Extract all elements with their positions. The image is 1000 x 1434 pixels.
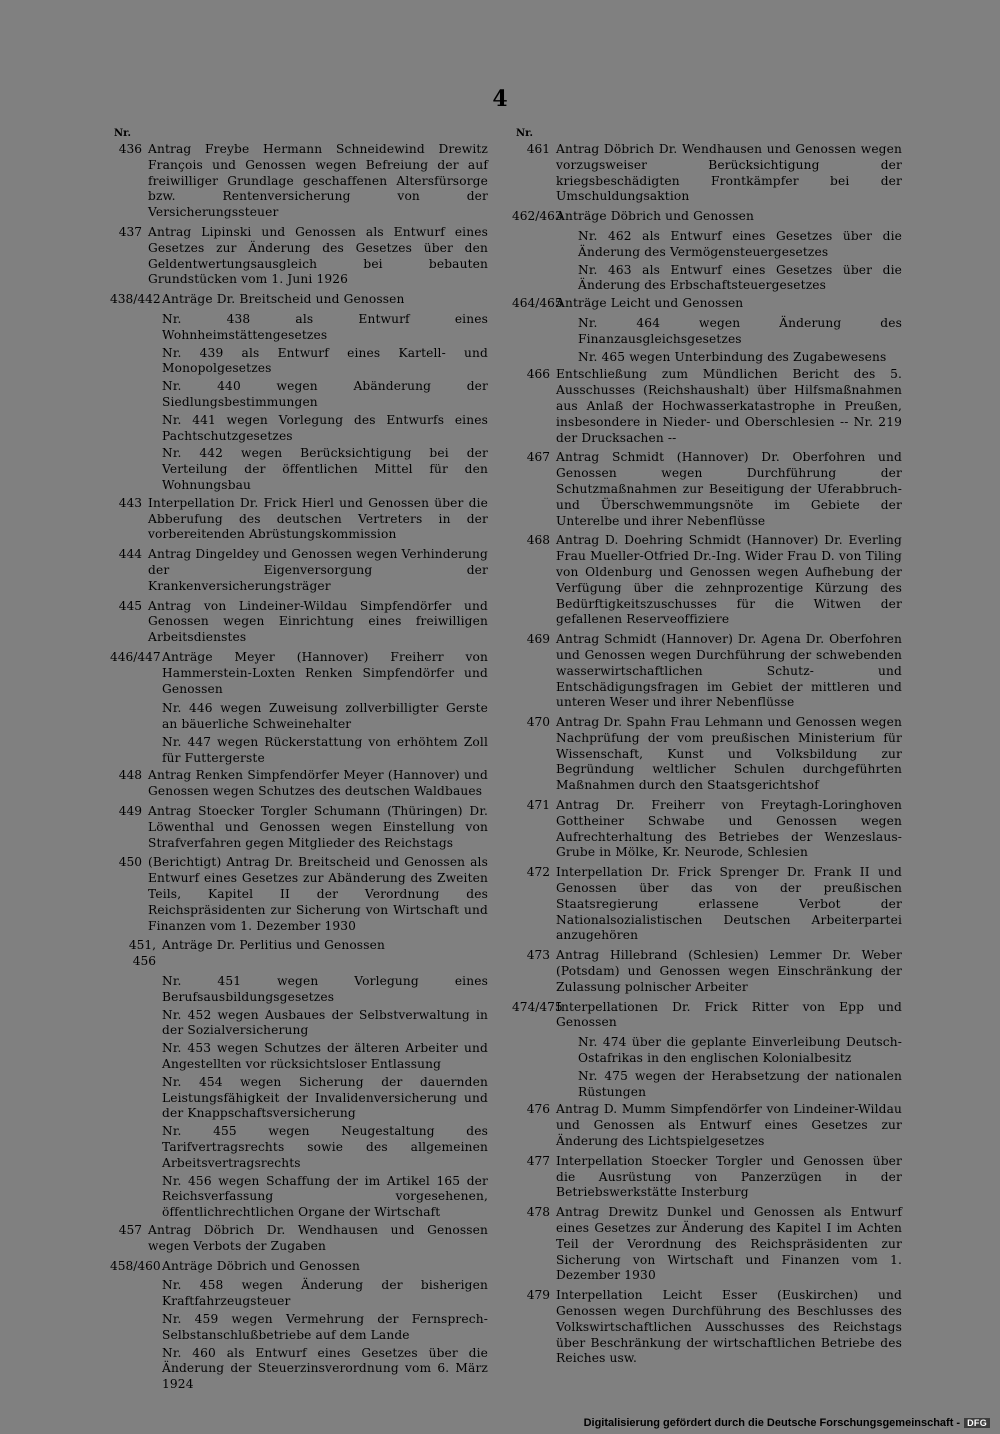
entry-number: 471 [526,798,550,813]
entry-474-475 [512,1000,902,1032]
entry-450 [110,855,488,934]
entry-number: 443 [118,495,142,510]
entry-text: Antrag Döbrich Dr. Wendhausen und Genossen wegen vorzugsweiser Berücksichtigung der kriegsbeschädigten Frontkämpfer bei der Umschuldungsaktion [556,142,902,204]
entry-text: Anträge Dr. Perlitius und Genossen [162,938,385,953]
entry-number: 436 [118,142,142,156]
entry-text: Antrag Dr. Freiherr von Freytagh-Loringhoven Gottheiner Schwabe und Genossen wegen Aufrechterhaltung des Betriebes der Wenzeslaus-Grube in Mölke, Kr. Neurode, Schlesien [556,798,902,860]
entry-number: 474/475 [512,999,563,1014]
entry-448 [110,768,488,800]
entry-text: Antrag D. Mumm Simpfendörfer von Lindeiner-Wildau und Genossen als Entwurf eines Gesetzes zur Änderung des Lichtspielgesetzes [556,1102,902,1149]
entry-438-442 [110,292,488,308]
footer-credit: Digitalisierung gefördert durch die Deutsche Forschungsgemeinschaft - [583,1417,961,1429]
entry-468 [512,533,902,628]
left-column [110,128,488,1395]
entry-text: Antrag Dingeldey und Genossen wegen Verhinderung der Eigenversorgung der Krankenversicherungsträger [148,547,488,593]
entry-458-460 [110,1259,488,1275]
sub-entry: Nr. 458 wegen Änderung der bisherigen Kraftfahrzeugsteuer [162,1278,488,1309]
entry-number: 472 [526,865,550,880]
entry-479 [512,1288,902,1367]
sub-entry: Nr. 463 als Entwurf eines Gesetzes über die Änderung des Erbschaftsteuergesetzes [578,262,902,293]
sub-entry: Nr. 460 als Entwurf eines Gesetzes über die Änderung der Steuerzinsverordnung vom 6. März 1924 [162,1345,488,1392]
sub-entry: Nr. 462 als Entwurf eines Gesetzes über die Änderung des Vermögensteuergesetzes [578,228,902,259]
entry-470 [512,715,902,794]
entry-457 [110,1223,488,1255]
entry-text: Antrag Drewitz Dunkel und Genossen als Entwurf eines Gesetzes zur Änderung des Kapitel I im Achten Teil der Verordnung des Reichspräsidenten zur Sicherung von Wirtschaft und Finanzen vom 1. Dezember 1930 [556,1205,902,1283]
entry-number: 438/442 [110,292,161,307]
entry-number: 470 [526,715,550,730]
sub-entry: Nr. 447 wegen Rückerstattung von erhöhtem Zoll für Futtergerste [162,734,488,765]
sub-entry: Nr. 451 wegen Vorlegung eines Berufsausbildungsgesetzes [162,974,488,1004]
sub-entry: Nr. 475 wegen der Herabsetzung der nationalen Rüstungen [578,1068,902,1099]
entry-text: Interpellationen Dr. Frick Ritter von Epp und Genossen [556,999,902,1030]
column-header: Nr. [516,128,533,139]
entry-469 [512,632,902,711]
sub-entry: Nr. 455 wegen Neugestaltung des Tarifvertragsrechts sowie des allgemeinen Arbeitsvertragsrechts [162,1124,488,1170]
entry-text: Interpellation Dr. Frick Hierl und Genossen über die Abberufung des deutschen Vertreters in der vorbereitenden Abrüstungskommission [148,495,488,542]
entry-text: Antrag Schmidt (Hannover) Dr. Oberfohren und Genossen wegen Durchführung der Schutzmaßnahmen zur Beseitigung der Uferabbruch- und Überschwemmungsnöte im Gebiete der Unterelbe und ihrer Nebenflüsse [556,450,902,528]
page-number: 4 [492,86,508,112]
dfg-logo: DFG [964,1418,990,1428]
entry-text: Interpellation Leicht Esser (Euskirchen) und Genossen wegen Durchführung des Beschlusses des Volkswirtschaftlichen Ausschusses des Reichstags über Beschränkung der wirtschaftlichen Betriebe des Reiches usw. [556,1288,902,1366]
entry-476 [512,1102,902,1149]
entry-text: Anträge Döbrich und Genossen [556,209,754,224]
entry-text: (Berichtigt) Antrag Dr. Breitscheid und Genossen als Entwurf eines Gesetzes zur Abänderung des Zweiten Teils, Kapitel II der Verordnung des Reichspräsidenten zur Sicherung von Wirtschaft und Finanzen vom 1. Dezember 1930 [148,855,488,933]
entry-number: 461 [526,142,550,156]
entry-text: Anträge Leicht und Genossen [556,296,744,311]
entry-number: 451, 456 [128,938,156,969]
entry-text: Antrag Stoecker Torgler Schumann (Thüringen) Dr. Löwenthal und Genossen wegen Einstellung von Strafverfahren gegen Mitglieder des Reichstags [148,804,488,850]
footer [584,1417,990,1429]
sub-entry: Nr. 439 als Entwurf eines Kartell- und Monopolgesetzes [162,345,488,376]
entry-462-463 [512,209,902,225]
entry-number: 466 [526,367,550,382]
entry-text: Antrag Lipinski und Genossen als Entwurf eines Gesetzes zur Änderung des Gesetzes über den Geldentwertungsausgleich bei bebauten Grundstücken vom 1. Juni 1926 [148,224,488,287]
entry-444 [110,547,488,594]
entry-number: 477 [526,1153,550,1168]
entry-number: 467 [526,450,550,465]
entry-number: 468 [526,533,550,548]
entry-text: Anträge Dr. Breitscheid und Genossen [162,292,405,307]
entry-473 [512,948,902,995]
entry-446-447 [110,650,488,697]
entry-text: Anträge Meyer (Hannover) Freiherr von Hammerstein-Loxten Renken Simpfendörfer und Genossen [162,649,488,696]
entry-443 [110,496,488,543]
entry-445 [110,599,488,646]
entry-464-465 [512,296,902,312]
entry-text: Interpellation Stoecker Torgler und Genossen über die Ausrüstung von Panzerzügen in der Betriebswerkstätte Insterburg [556,1153,902,1200]
entry-number: 445 [118,598,142,613]
entry-number: 448 [118,768,142,783]
entry-number: 457 [118,1223,142,1237]
sub-entry: Nr. 465 wegen Unterbindung des Zugabewesens [578,349,887,364]
sub-entry: Nr. 464 wegen Änderung des Finanzausgleichsgesetzes [578,315,902,346]
entry-text: Interpellation Dr. Frick Sprenger Dr. Frank II und Genossen über das von der preußischen Staatsregierung erlassene Verbot der Nationalsozialistischen Deutschen Arbeiterpartei anzugehören [556,865,902,943]
entry-461 [512,142,902,205]
entry-text: Antrag Hillebrand (Schlesien) Lemmer Dr. Weber (Potsdam) und Genossen wegen Einschränkung der Zulassung polnischer Arbeiter [556,948,902,994]
entry-471 [512,798,902,861]
entry-477 [512,1154,902,1201]
sub-entry: Nr. 454 wegen Sicherung der dauernden Leistungsfähigkeit der Invalidenversicherung und der Knappschaftsversicherung [162,1074,488,1121]
entry-text: Entschließung zum Mündlichen Bericht des 5. Ausschusses (Reichshaushalt) über Hilfsmaßnahmen aus Anlaß der Hochwasserkatastrophe in Preußen, insbesondere in Nieder- und Oberschlesien -- Nr. 219 der Drucksachen -- [556,367,902,445]
entry-number: 473 [526,948,550,963]
entry-number: 437 [118,224,142,239]
entry-text: Antrag Dr. Spahn Frau Lehmann und Genossen wegen Nachprüfung der vom preußischen Ministerium für Wissenschaft, Kunst und Volksbildung zur Begründung weltlicher Schulen durchgeführten Maßnahmen durch den Staatsgerichtshof [556,715,902,793]
column-header: Nr. [114,128,131,139]
entry-number: 450 [118,855,142,870]
entry-text: Antrag von Lindeiner-Wildau Simpfendörfer und Genossen wegen Einrichtung eines freiwilligen Arbeitsdienstes [148,598,488,645]
entry-text: Antrag Schmidt (Hannover) Dr. Agena Dr. Oberfohren und Genossen wegen Durchführung der schwebenden wasserwirtschaftlichen Schutz- und Entschädigungsfragen im Gebiet der mittleren und unteren Weser und ihrer Nebenflüsse [556,632,902,710]
entry-number: 479 [526,1288,550,1303]
entry-467 [512,450,902,529]
sub-entry: Nr. 456 wegen Schaffung der im Artikel 165 der Reichsverfassung vorgesehenen, öffentlichrechtlichen Organe der Wirtschaft [162,1173,488,1220]
entry-text: Antrag Freybe Hermann Schneidewind Drewitz François und Genossen wegen Befreiung der auf freiwilliger Grundlage geschaffenen Altersfürsorge bzw. Rentenversicherung von der Versicherungssteuer [148,142,488,220]
sub-entry: Nr. 453 wegen Schutzes der älteren Arbeiter und Angestellten vor rücksichtsloser Entlassung [162,1041,488,1072]
entry-text: Antrag D. Doehring Schmidt (Hannover) Dr. Everling Frau Mueller-Otfried Dr.-Ing. Wider Frau D. von Tiling von Oldenburg und Genossen wegen Aufhebung der Verfügung über die zehnprozentige Kürzung des Bedürftigkeitszuschusses für die Witwen der gefallenen Reserveoffiziere [556,533,902,627]
right-column [512,128,902,1371]
entry-number: 478 [526,1205,550,1220]
entry-451-456 [110,938,488,970]
entry-449 [110,804,488,851]
sub-entry: Nr. 452 wegen Ausbaues der Selbstverwaltung in der Sozialversicherung [162,1007,488,1038]
entry-number: 462/463 [512,209,563,224]
entry-472 [512,865,902,944]
entry-number: 476 [526,1102,550,1117]
sub-entry: Nr. 442 wegen Berücksichtigung bei der Verteilung der öffentlichen Mittel für den Wohnungsbau [162,446,488,492]
entry-text: Anträge Döbrich und Genossen [162,1258,360,1273]
entry-number: 449 [118,804,142,819]
entry-number: 469 [526,632,550,647]
sub-entry: Nr. 459 wegen Vermehrung der Fernsprech-Selbstanschlußbetriebe auf dem Lande [162,1311,488,1342]
entry-number: 446/447 [110,649,161,664]
entry-436 [110,142,488,221]
sub-entry: Nr. 440 wegen Abänderung der Siedlungsbestimmungen [162,379,488,409]
sub-entry: Nr. 446 wegen Zuweisung zollverbilligter Gerste an bäuerliche Schweinehalter [162,701,488,732]
entry-number: 458/460 [110,1258,161,1273]
sub-entry: Nr. 438 als Entwurf eines Wohnheimstättengesetzes [162,311,488,342]
entry-466 [512,367,902,446]
entry-text: Antrag Renken Simpfendörfer Meyer (Hannover) und Genossen wegen Schutzes des deutschen Waldbaues [148,768,488,799]
sub-entry: Nr. 441 wegen Vorlegung des Entwurfs eines Pachtschutzgesetzes [162,412,488,443]
entry-478 [512,1205,902,1284]
sub-entry: Nr. 474 über die geplante Einverleibung Deutsch-Ostafrikas in den englischen Kolonialbesitz [578,1035,902,1066]
entry-number: 444 [118,547,142,562]
entry-text: Antrag Döbrich Dr. Wendhausen und Genossen wegen Verbots der Zugaben [148,1223,488,1253]
entry-number: 464/465 [512,296,563,311]
entry-437 [110,225,488,288]
